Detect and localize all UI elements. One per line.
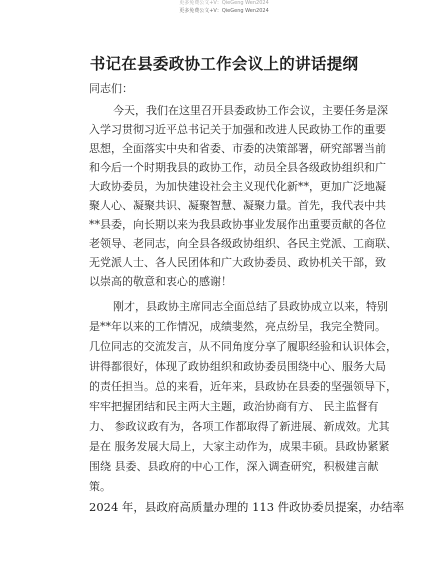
body-line: 几位同志的交流发言，从不同角度分享了履职经验和认识体会， — [89, 340, 397, 353]
body-line: 入学习贯彻习近平总书记关于加强和改进人民政协工作的重要 — [89, 123, 386, 136]
body-line: **县委，向长期以来为我县政协事业发展作出重要贡献的各位 — [89, 218, 386, 231]
body-line: 牢牢把握团结和民主两大主题，政治协商有方、 民主监督有 — [89, 400, 379, 413]
body-line: 无党派人士、各人民团体和广大政协委员、政协机关干部，致 — [89, 256, 386, 269]
salutation: 同志们： — [89, 82, 133, 95]
body-line: 大政协委员，为加快建设社会主义现代化新**，更加广泛地凝 — [89, 180, 386, 193]
body-line: 力、 参政议政有为，各项工作都取得了新进展、新成效。尤其 — [89, 420, 390, 433]
body-line: 是**年以来的工作情况，成绩斐然，亮点纷呈，我完全赞同。 — [89, 320, 386, 333]
body-line: 策。 — [89, 480, 111, 493]
body-line: 2024 年，县政府高质量办理的 113 件政协委员提案，办结率 — [89, 500, 405, 514]
body-line: 老领导、老同志，向全县各级政协组织、各民主党派、工商联、 — [89, 237, 397, 250]
body-line: 的责任担当。总的来看，近年来，县政协在县委的坚强领导下， — [89, 380, 397, 393]
body-line: 今天，我们在这里召开县委政协工作会议，主要任务是深 — [113, 104, 388, 117]
body-line: 是在 服务发展大局上，大家主动作为，成果丰硕。县政协紧紧 — [89, 440, 390, 453]
body-line: 以崇高的敬意和衷心的感谢！ — [89, 275, 232, 288]
body-line: 刚才，县政协主席同志全面总结了县政协成立以来，特别 — [113, 300, 388, 313]
document-title: 书记在县委政协工作会议上的讲话提纲 — [89, 55, 359, 73]
body-line: 思想，全面落实中央和省委、市委的决策部署，研究部署当前 — [89, 142, 386, 155]
body-line: 聚人心、凝聚共识、凝聚智慧、凝聚力量。首先，我代表中共 — [89, 199, 386, 212]
body-line: 围绕 县委、县政府的中心工作，深入调查研究，积极建言献 — [89, 460, 379, 473]
body-line: 讲得都很好，体现了政协组织和政协委员围绕中心、服务大局 — [89, 360, 386, 373]
body-line: 和今后一个时期我县的政协工作，动员全县各级政协组织和广 — [89, 161, 386, 174]
watermark-text: 更多免费公文+V：QieGeng Wen2024 — [179, 0, 269, 6]
watermark-subtext: 更多免费公文+V：QieGeng Wen2024 — [179, 8, 269, 14]
